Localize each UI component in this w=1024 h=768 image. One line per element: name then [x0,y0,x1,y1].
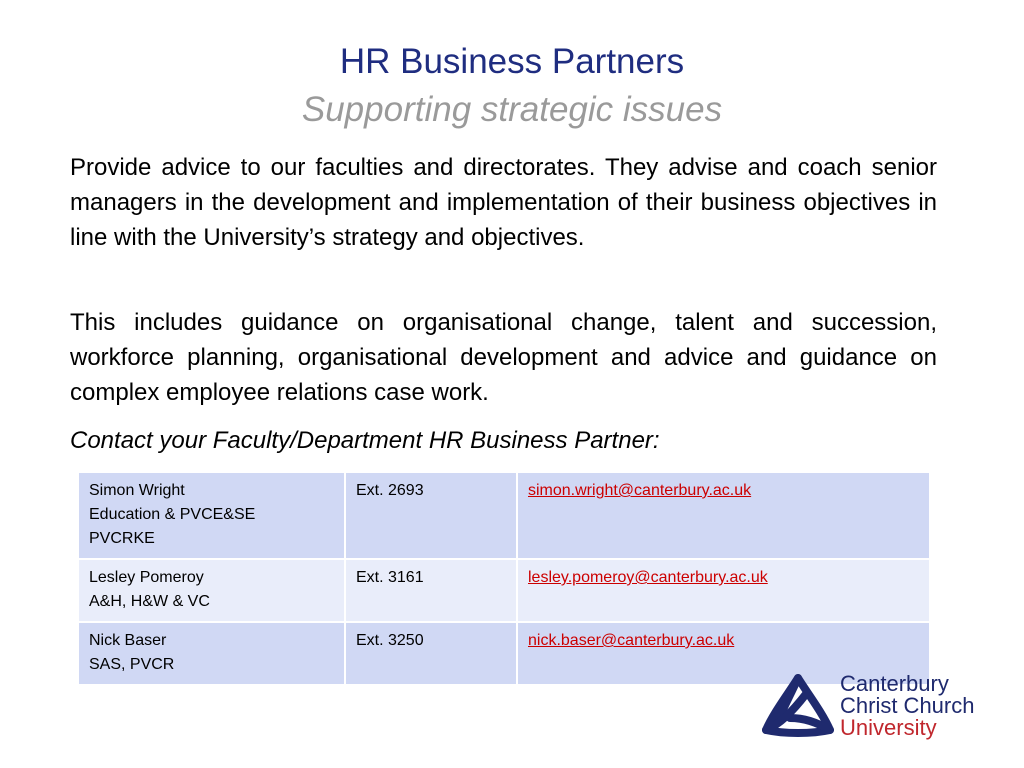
logo-line-3: University [840,715,937,740]
slide-subtitle: Supporting strategic issues [301,90,723,129]
contact-role: PVCRKE [89,530,155,547]
contact-role: SAS, PVCR [89,656,175,673]
email-link[interactable]: simon.wright@canterbury.ac.uk [528,482,752,499]
intro-paragraph: Provide advice to our faculties and directorates. They advise and coach senior managers in the development and implementation of their business objectives in line with the University’s strategy and objectives. [70,154,937,251]
contact-extension: Ext. 2693 [345,472,517,559]
table-row [78,559,930,622]
contact-name: Lesley Pomeroy [89,569,204,586]
contacts-table [77,471,931,686]
logo-wordmark [840,673,974,739]
contact-extension: Ext. 3161 [345,559,517,622]
email-link[interactable]: nick.baser@canterbury.ac.uk [528,632,735,649]
university-logo [760,672,990,742]
table-row [78,472,930,559]
email-link[interactable]: lesley.pomeroy@canterbury.ac.uk [528,569,768,586]
contact-name-cell [78,559,345,622]
contact-name-cell [78,472,345,559]
contact-extension: Ext. 3250 [345,622,517,685]
scope-paragraph: This includes guidance on organisational change, talent and succession, workforce planning, organisational development and advice and guidance on complex employee relations case work. [70,309,937,406]
contact-name: Nick Baser [89,632,167,649]
contact-name: Simon Wright [89,482,185,499]
university-knot-icon [760,672,836,742]
contact-name-cell [78,622,345,685]
contact-heading: Contact your Faculty/Department HR Business Partner: [70,427,660,454]
logo-line-1: Canterbury [840,671,949,696]
contact-email-cell [517,559,930,622]
logo-line-2: Christ Church [840,693,975,718]
contact-email-cell [517,472,930,559]
contact-role: A&H, H&W & VC [89,593,210,610]
slide-title: HR Business Partners [339,42,685,81]
contact-role: Education & PVCE&SE [89,506,256,523]
